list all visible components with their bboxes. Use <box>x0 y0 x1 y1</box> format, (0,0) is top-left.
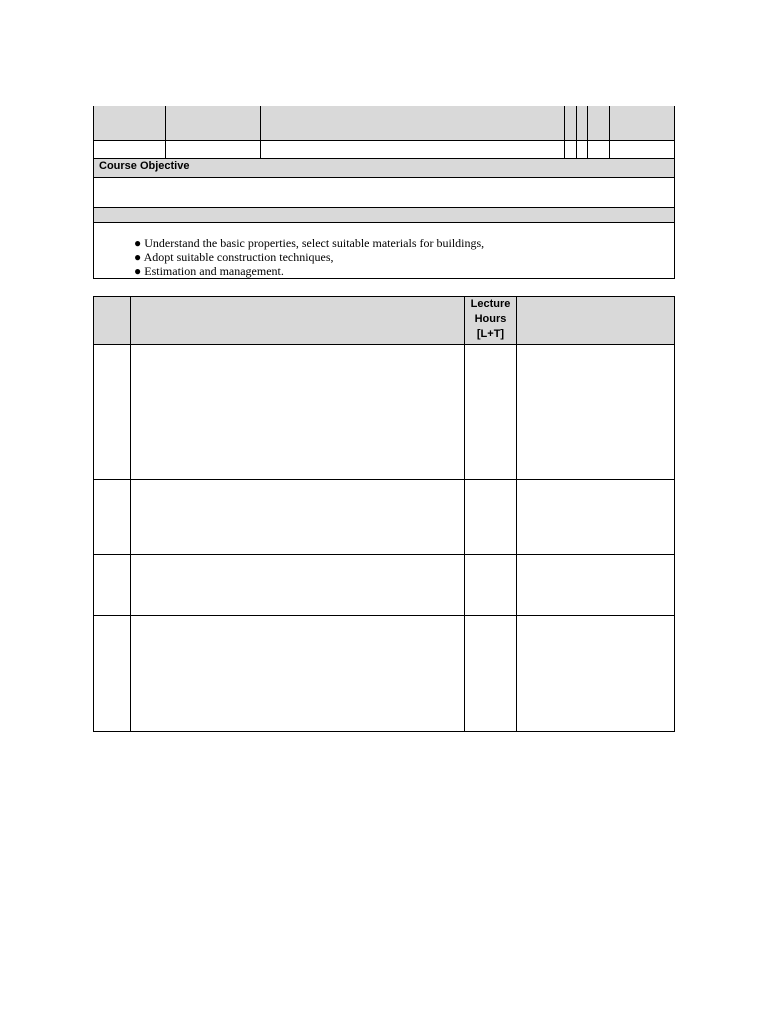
syllabus-header-shade <box>93 296 675 345</box>
lecture-hours-header: Lecture Hours [L+T] <box>470 298 511 340</box>
section-strip-shade <box>93 207 675 222</box>
course-objective-label: Course Objective <box>99 160 190 172</box>
objective-item: ● Understand the basic properties, select suitable materials for buildings, <box>134 236 485 250</box>
objectives-list <box>134 236 484 278</box>
objective-item: ● Estimation and management. <box>134 264 284 278</box>
objective-item: ● Adopt suitable construction techniques, <box>134 250 334 264</box>
